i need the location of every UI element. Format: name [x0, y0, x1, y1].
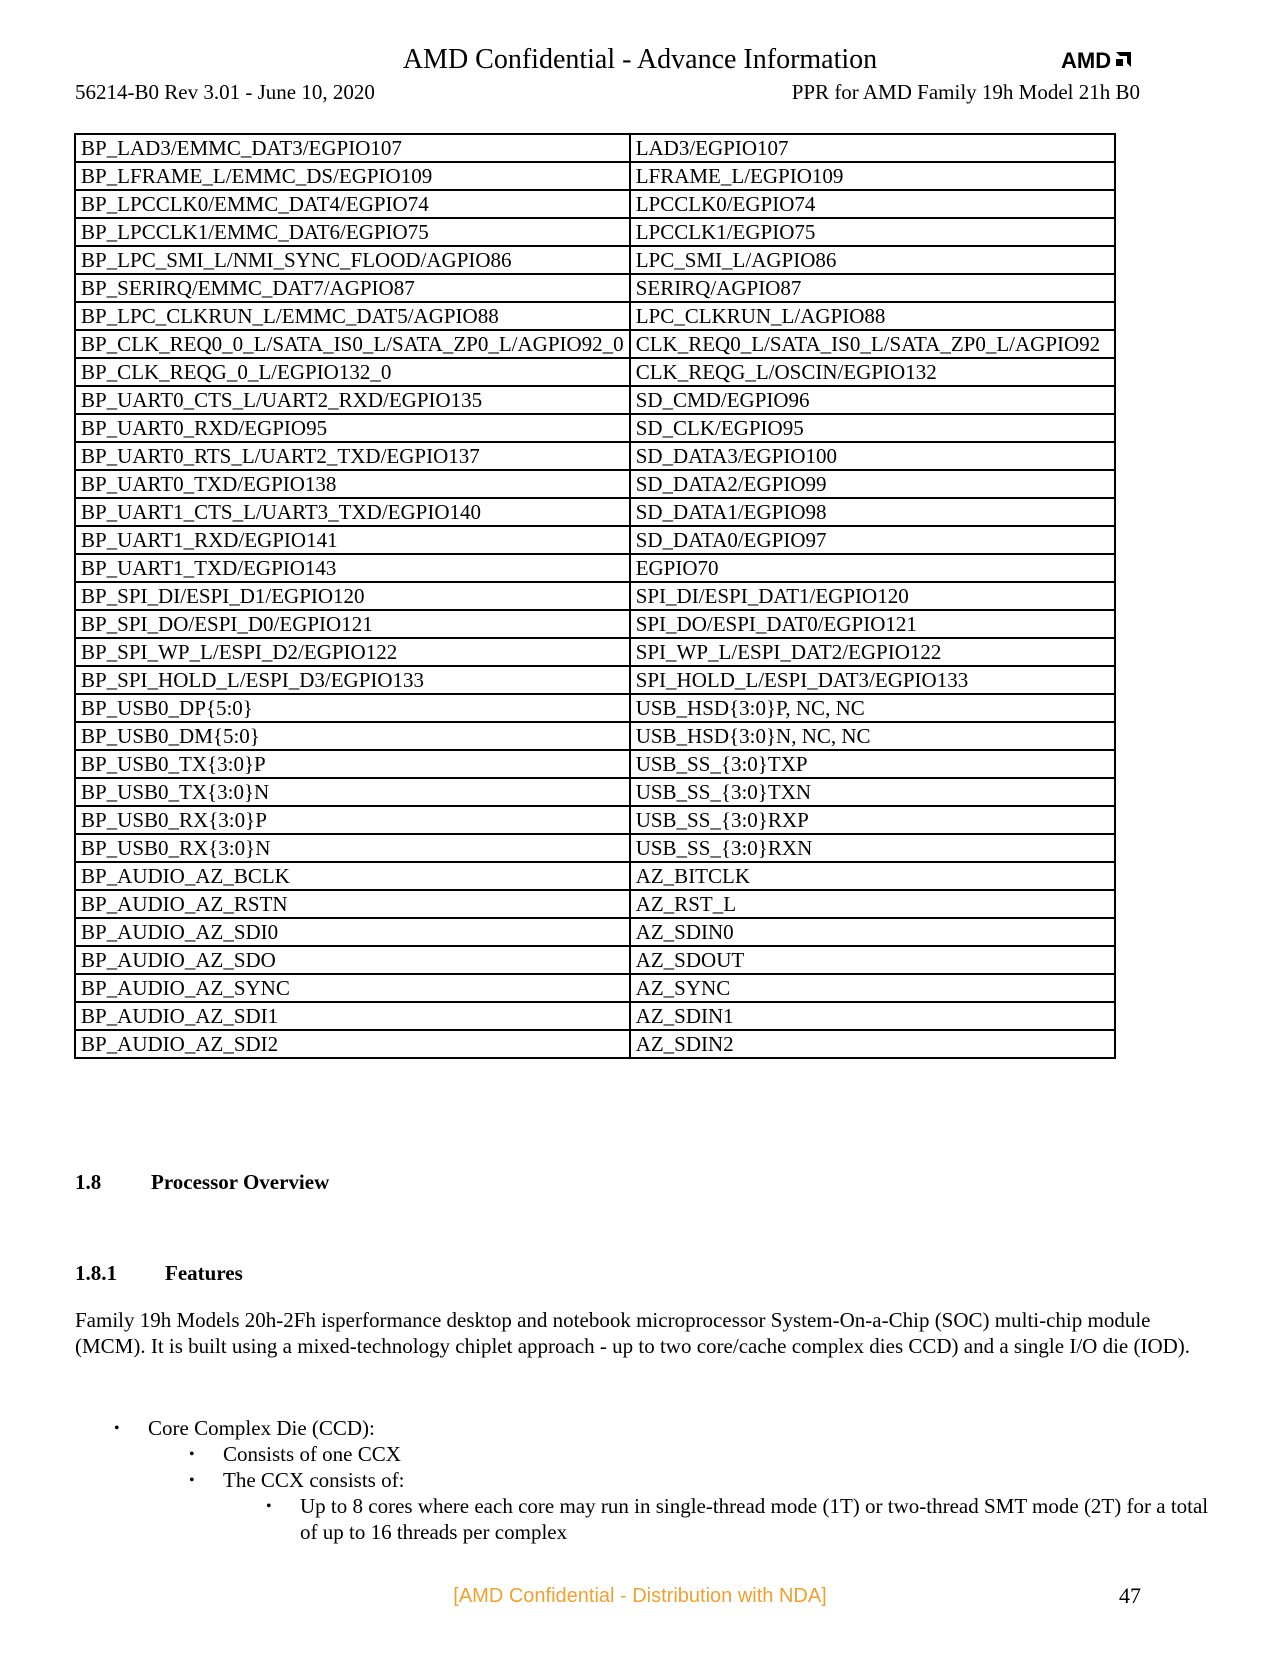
bullet-item: The CCX consists of: [223, 1468, 405, 1492]
pin-function-cell: SPI_DI/ESPI_DAT1/EGPIO120 [630, 582, 1115, 610]
signal-name-cell: BP_AUDIO_AZ_SYNC [75, 974, 630, 1002]
signal-name-cell: BP_CLK_REQ0_0_L/SATA_IS0_L/SATA_ZP0_L/AGPIO92_0 [75, 330, 630, 358]
signal-name-cell: BP_USB0_DP{5:0} [75, 694, 630, 722]
pin-function-cell: LPC_SMI_L/AGPIO86 [630, 246, 1115, 274]
pin-function-cell: LFRAME_L/EGPIO109 [630, 162, 1115, 190]
signal-name-cell: BP_LPC_CLKRUN_L/EMMC_DAT5/AGPIO88 [75, 302, 630, 330]
table-row [75, 162, 1115, 190]
pin-function-cell: CLK_REQ0_L/SATA_IS0_L/SATA_ZP0_L/AGPIO92 [630, 330, 1115, 358]
table-row [75, 694, 1115, 722]
signal-name-cell: BP_LPCCLK1/EMMC_DAT6/EGPIO75 [75, 218, 630, 246]
signal-name-cell: BP_UART0_CTS_L/UART2_RXD/EGPIO135 [75, 386, 630, 414]
signal-name-cell: BP_USB0_RX{3:0}P [75, 806, 630, 834]
pin-function-cell: SPI_DO/ESPI_DAT0/EGPIO121 [630, 610, 1115, 638]
pin-mapping-table [74, 133, 1116, 1059]
amd-logo-text: AMD [1061, 48, 1112, 73]
signal-name-cell: BP_LPC_SMI_L/NMI_SYNC_FLOOD/AGPIO86 [75, 246, 630, 274]
signal-name-cell: BP_USB0_RX{3:0}N [75, 834, 630, 862]
table-row [75, 470, 1115, 498]
table-row [75, 274, 1115, 302]
pin-function-cell: LPCCLK0/EGPIO74 [630, 190, 1115, 218]
features-paragraph: Family 19h Models 20h-2Fh isperformance desktop and notebook microprocessor System-On-a-Chip (SOC) multi-chip module (MCM). It is built using a mixed-technology chiplet approach - up to two core/cache complex dies CCD) and a single I/O die (IOD). [75, 1308, 1191, 1358]
amd-logo [1061, 48, 1131, 74]
bullet-item: Consists of one CCX [223, 1442, 401, 1466]
table-row [75, 498, 1115, 526]
page-header-title: AMD Confidential - Advance Information [402, 44, 878, 75]
pin-function-cell: USB_HSD{3:0}N, NC, NC [630, 722, 1115, 750]
signal-name-cell: BP_LPCCLK0/EMMC_DAT4/EGPIO74 [75, 190, 630, 218]
signal-name-cell: BP_AUDIO_AZ_RSTN [75, 890, 630, 918]
table-row [75, 246, 1115, 274]
pin-function-cell: USB_SS_{3:0}RXN [630, 834, 1115, 862]
signal-name-cell: BP_SPI_HOLD_L/ESPI_D3/EGPIO133 [75, 666, 630, 694]
table-row [75, 302, 1115, 330]
section-heading-1-8-1 [75, 1261, 243, 1286]
table-row [75, 1030, 1115, 1058]
bullet-dot: • [266, 1498, 272, 1515]
table-row [75, 386, 1115, 414]
pin-function-cell: LPC_CLKRUN_L/AGPIO88 [630, 302, 1115, 330]
section-heading-1-8 [75, 1170, 329, 1195]
pin-function-cell: SERIRQ/AGPIO87 [630, 274, 1115, 302]
signal-name-cell: BP_UART1_TXD/EGPIO143 [75, 554, 630, 582]
table-row [75, 638, 1115, 666]
signal-name-cell: BP_LAD3/EMMC_DAT3/EGPIO107 [75, 134, 630, 162]
table-row [75, 862, 1115, 890]
table-row [75, 834, 1115, 862]
signal-name-cell: BP_SPI_DO/ESPI_D0/EGPIO121 [75, 610, 630, 638]
table-row [75, 442, 1115, 470]
table-row [75, 190, 1115, 218]
pin-function-cell: LPCCLK1/EGPIO75 [630, 218, 1115, 246]
bullet-dot: • [114, 1420, 120, 1437]
bullet-item: Up to 8 cores where each core may run in single-thread mode (1T) or two-thread SMT mode (2T) for a total of up to 16 threads per complex [300, 1494, 1209, 1544]
table-row [75, 330, 1115, 358]
section-number: 1.8.1 [75, 1261, 117, 1285]
table-row [75, 890, 1115, 918]
pin-function-cell: AZ_SYNC [630, 974, 1115, 1002]
document-name: PPR for AMD Family 19h Model 21h B0 [791, 80, 1140, 104]
signal-name-cell: BP_AUDIO_AZ_BCLK [75, 862, 630, 890]
signal-name-cell: BP_UART1_RXD/EGPIO141 [75, 526, 630, 554]
pin-function-cell: USB_SS_{3:0}RXP [630, 806, 1115, 834]
signal-name-cell: BP_UART0_RTS_L/UART2_TXD/EGPIO137 [75, 442, 630, 470]
table-row [75, 722, 1115, 750]
table-row [75, 358, 1115, 386]
pin-function-cell: SD_DATA3/EGPIO100 [630, 442, 1115, 470]
pin-function-cell: SPI_HOLD_L/ESPI_DAT3/EGPIO133 [630, 666, 1115, 694]
pin-function-cell: LAD3/EGPIO107 [630, 134, 1115, 162]
section-title: Features [165, 1261, 243, 1285]
bullet-item: Core Complex Die (CCD): [148, 1416, 375, 1440]
table-row [75, 414, 1115, 442]
signal-name-cell: BP_SPI_DI/ESPI_D1/EGPIO120 [75, 582, 630, 610]
pin-function-cell: CLK_REQG_L/OSCIN/EGPIO132 [630, 358, 1115, 386]
signal-name-cell: BP_UART1_CTS_L/UART3_TXD/EGPIO140 [75, 498, 630, 526]
bullet-dot: • [189, 1446, 195, 1463]
amd-arrow-icon [1113, 52, 1131, 70]
table-row [75, 218, 1115, 246]
pin-function-cell: SD_DATA0/EGPIO97 [630, 526, 1115, 554]
table-row [75, 974, 1115, 1002]
bullet-dot: • [189, 1472, 195, 1489]
signal-name-cell: BP_AUDIO_AZ_SDI0 [75, 918, 630, 946]
table-row [75, 610, 1115, 638]
pin-function-cell: USB_SS_{3:0}TXP [630, 750, 1115, 778]
signal-name-cell: BP_USB0_DM{5:0} [75, 722, 630, 750]
pin-function-cell: AZ_SDIN0 [630, 918, 1115, 946]
table-row [75, 134, 1115, 162]
pin-function-cell: USB_SS_{3:0}TXN [630, 778, 1115, 806]
signal-name-cell: BP_UART0_TXD/EGPIO138 [75, 470, 630, 498]
pin-function-cell: AZ_RST_L [630, 890, 1115, 918]
pin-function-cell: SD_DATA2/EGPIO99 [630, 470, 1115, 498]
pin-function-cell: AZ_SDOUT [630, 946, 1115, 974]
table-row [75, 1002, 1115, 1030]
table-row [75, 946, 1115, 974]
pin-function-cell: SPI_WP_L/ESPI_DAT2/EGPIO122 [630, 638, 1115, 666]
table-row [75, 554, 1115, 582]
table-row [75, 666, 1115, 694]
document-id: 56214-B0 Rev 3.01 - June 10, 2020 [75, 80, 375, 104]
signal-name-cell: BP_AUDIO_AZ_SDI1 [75, 1002, 630, 1030]
pin-function-cell: SD_DATA1/EGPIO98 [630, 498, 1115, 526]
pin-function-cell: AZ_SDIN1 [630, 1002, 1115, 1030]
table-row [75, 806, 1115, 834]
signal-name-cell: BP_SERIRQ/EMMC_DAT7/AGPIO87 [75, 274, 630, 302]
table-row [75, 526, 1115, 554]
table-row [75, 778, 1115, 806]
signal-name-cell: BP_AUDIO_AZ_SDO [75, 946, 630, 974]
pin-function-cell: AZ_SDIN2 [630, 1030, 1115, 1058]
footer-confidential: [AMD Confidential - Distribution with NDA] [453, 1585, 827, 1607]
pin-function-cell: SD_CMD/EGPIO96 [630, 386, 1115, 414]
table-row [75, 918, 1115, 946]
pin-function-cell: EGPIO70 [630, 554, 1115, 582]
section-number: 1.8 [75, 1170, 102, 1194]
signal-name-cell: BP_AUDIO_AZ_SDI2 [75, 1030, 630, 1058]
table-row [75, 582, 1115, 610]
section-title: Processor Overview [151, 1170, 330, 1194]
table-row [75, 750, 1115, 778]
pin-function-cell: SD_CLK/EGPIO95 [630, 414, 1115, 442]
signal-name-cell: BP_CLK_REQG_0_L/EGPIO132_0 [75, 358, 630, 386]
pin-function-cell: USB_HSD{3:0}P, NC, NC [630, 694, 1115, 722]
pin-function-cell: AZ_BITCLK [630, 862, 1115, 890]
signal-name-cell: BP_LFRAME_L/EMMC_DS/EGPIO109 [75, 162, 630, 190]
signal-name-cell: BP_SPI_WP_L/ESPI_D2/EGPIO122 [75, 638, 630, 666]
signal-name-cell: BP_UART0_RXD/EGPIO95 [75, 414, 630, 442]
page-number: 47 [1119, 1583, 1141, 1608]
signal-name-cell: BP_USB0_TX{3:0}P [75, 750, 630, 778]
signal-name-cell: BP_USB0_TX{3:0}N [75, 778, 630, 806]
